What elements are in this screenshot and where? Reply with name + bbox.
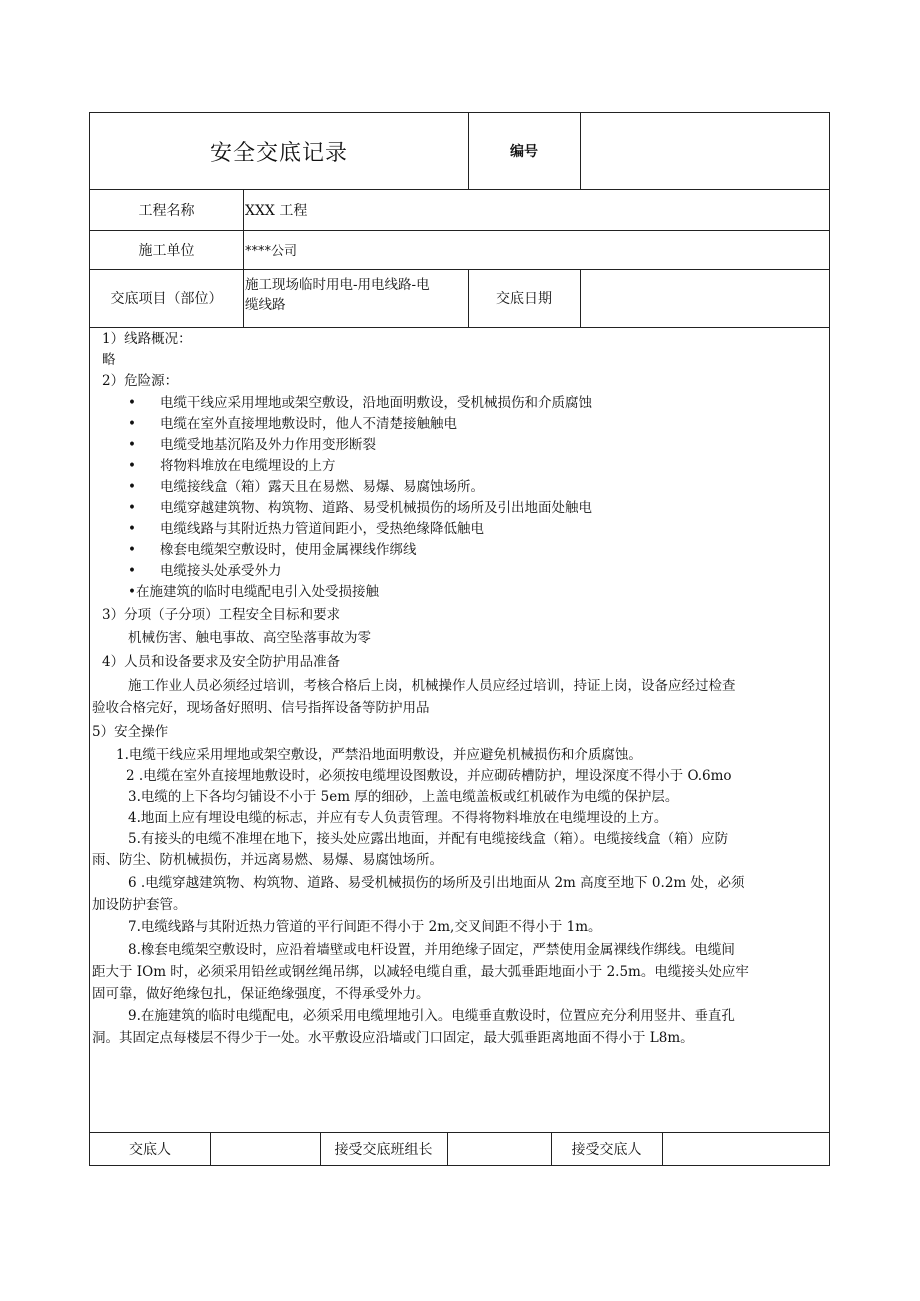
safety-briefing-form bbox=[89, 112, 830, 1166]
operation-item: 3.电缆的上下各均匀铺设不小于 5em 厚的细砂，上盖电缆盖板或红机破作为电缆的保护层。 bbox=[128, 789, 679, 805]
briefing-date-label: 交底日期 bbox=[496, 291, 552, 307]
hazard-item: 橡套电缆架空敷设时，使用金属裸线作绑线 bbox=[160, 542, 417, 558]
hazard-item: 将物料堆放在电缆埋设的上方 bbox=[160, 458, 336, 474]
briefing-item-value bbox=[245, 269, 467, 327]
section-3-body: 机械伤害、触电事故、高空坠落事故为零 bbox=[128, 630, 371, 646]
project-name-label: 工程名称 bbox=[138, 202, 195, 219]
receiver-signature-field[interactable] bbox=[662, 1132, 829, 1166]
hazard-item: •在施建筑的临时电缆配电引入处受损接触 bbox=[128, 584, 379, 600]
operation-item: 9.在施建筑的临时电缆配电，必须采用电缆埋地引入。电缆垂直敷设时，位置应充分利用竖井、垂直孔 bbox=[128, 1008, 735, 1024]
bullet-icon: • bbox=[128, 458, 136, 474]
operation-item-cont: 加设防护套管。 bbox=[92, 897, 187, 913]
bullet-icon: • bbox=[128, 563, 136, 579]
operation-item: 7.电缆线路与其附近热力管道的平行间距不得小于 2m,交叉间距不得小于 1m。 bbox=[128, 919, 602, 935]
hazard-item: 电缆线路与其附近热力管道间距小，受热绝缘降低触电 bbox=[160, 521, 484, 537]
col-divider bbox=[243, 189, 244, 327]
operation-item-cont: 固可靠，做好绝缘包扎，保证绝缘强度，不得承受外力。 bbox=[92, 986, 430, 1002]
operation-item: 8.橡套电缆架空敷设时，应沿着墙壁或电杆设置，并用绝缘子固定，严禁使用金属裸线作绑线。电缆间 bbox=[128, 942, 735, 958]
operation-item: 1.电缆干线应采用埋地或架空敷设，严禁沿地面明敷设，并应避免机械损伤和介质腐蚀。 bbox=[116, 747, 642, 763]
section-4-title: 4）人员和设备要求及安全防护用品准备 bbox=[102, 654, 341, 670]
operation-item: 4.地面上应有埋设电缆的标志，并应有专人负责管理。不得将物料堆放在电缆埋设的上方。 bbox=[128, 810, 668, 826]
operation-item-cont: 雨、防尘、防机械损伤，并远离易燃、易爆、易腐蚀场所。 bbox=[92, 852, 443, 868]
bullet-icon: • bbox=[128, 542, 136, 558]
giver-label: 交底人 bbox=[129, 1142, 171, 1158]
briefing-item-line: 施工现场临时用电-用电线路-电 bbox=[245, 277, 430, 293]
section-2-title: 2）危险源： bbox=[102, 373, 179, 389]
briefing-date-field[interactable] bbox=[580, 269, 835, 327]
hazard-item: 电缆穿越建筑物、构筑物、道路、易受机械损伤的场所及引出地面处触电 bbox=[160, 500, 592, 516]
construction-unit-label: 施工单位 bbox=[138, 242, 195, 259]
giver-signature-field[interactable] bbox=[210, 1132, 320, 1166]
operation-item: 6 .电缆穿越建筑物、构筑物、道路、易受机械损伤的场所及引出地面从 2m 高度至地下 0.2m 处，必须 bbox=[128, 875, 745, 891]
bullet-icon: • bbox=[128, 395, 136, 411]
receiver-label: 接受交底人 bbox=[571, 1142, 642, 1158]
section-3-title: 3）分项（子分项）工程安全目标和要求 bbox=[102, 607, 341, 623]
section-4-body-line: 施工作业人员必须经过培训，考核合格后上岗，机械操作人员应经过培训，持证上岗，设备应经过检查 bbox=[128, 678, 736, 694]
form-title: 安全交底记录 bbox=[209, 140, 348, 166]
operation-item: 2 .电缆在室外直接埋地敷设时，必须按电缆埋设图敷设，并应砌砖槽防护，埋设深度不得小于 O.6mo bbox=[126, 768, 732, 784]
section-1-body: 略 bbox=[102, 352, 116, 368]
hazard-item: 电缆受地基沉陷及外力作用变形断裂 bbox=[160, 437, 376, 453]
section-1-title: 1）线路概况： bbox=[102, 331, 192, 347]
bullet-icon: • bbox=[128, 416, 136, 432]
hazard-item: 电缆在室外直接埋地敷设时，他人不清楚接触触电 bbox=[160, 416, 457, 432]
section-5-title: 5）安全操作 bbox=[92, 724, 169, 740]
operation-item-cont: 洞。其固定点每楼层不得少于一处。水平敷设应沿墙或门口固定，最大弧垂距离地面不得小于 L8m。 bbox=[92, 1030, 694, 1046]
team-leader-label: 接受交底班组长 bbox=[334, 1142, 433, 1158]
row-divider bbox=[90, 327, 829, 328]
briefing-item-label: 交底项目（部位） bbox=[110, 291, 223, 307]
bullet-icon: • bbox=[128, 521, 136, 537]
construction-unit-value: ****公司 bbox=[245, 244, 298, 259]
bullet-icon: • bbox=[128, 500, 136, 516]
hazard-item: 电缆干线应采用埋地或架空敷设，沿地面明敷设，受机械损伤和介质腐蚀 bbox=[160, 395, 592, 411]
number-field[interactable] bbox=[580, 113, 835, 189]
operation-item: 5.有接头的电缆不准埋在地下，接头处应露出地面，并配有电缆接线盒（箱）。电缆接线盒（箱）应防 bbox=[128, 831, 729, 847]
operation-item-cont: 距大于 IOm 时，必须采用铅丝或钢丝绳吊绑，以减轻电缆自重，最大弧垂距地面小于 2.5m。电缆接头处应牢 bbox=[92, 964, 749, 980]
bullet-icon: • bbox=[128, 437, 136, 453]
hazard-item: 电缆接线盒（箱）露天且在易燃、易爆、易腐蚀场所。 bbox=[160, 479, 484, 495]
bullet-icon: • bbox=[128, 479, 136, 495]
hazard-item: 电缆接头处承受外力 bbox=[160, 563, 282, 579]
section-4-body-line: 验收合格完好，现场备好照明、信号指挥设备等防护用品 bbox=[92, 700, 430, 716]
project-name-value: XXX 工程 bbox=[245, 202, 308, 219]
team-leader-signature-field[interactable] bbox=[447, 1132, 551, 1166]
number-label: 编号 bbox=[510, 144, 538, 160]
briefing-item-line: 缆线路 bbox=[245, 297, 286, 313]
